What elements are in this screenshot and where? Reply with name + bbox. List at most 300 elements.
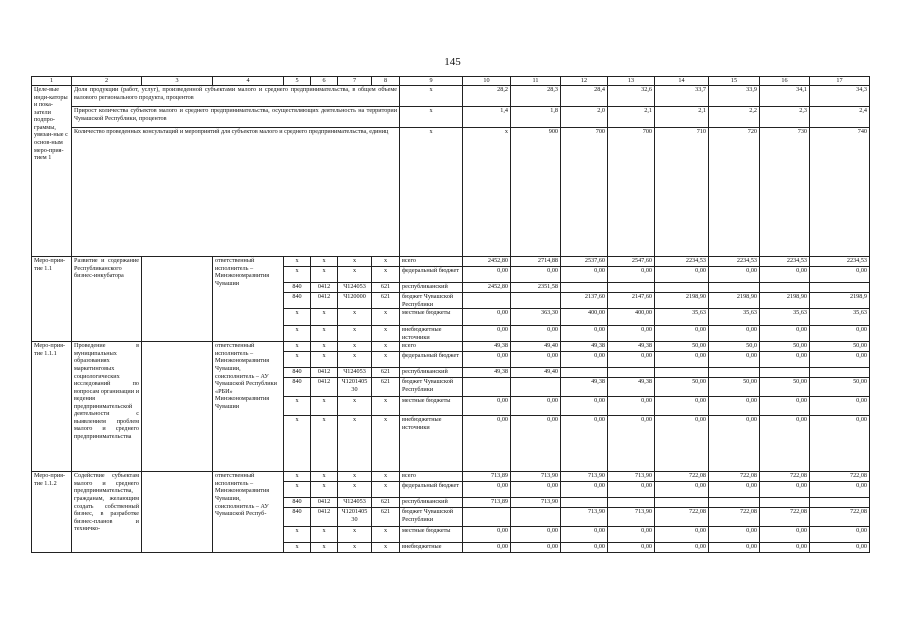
amount-value: 722,08 <box>655 472 709 482</box>
amount-value: 0,00 <box>709 352 760 368</box>
budget-code: x <box>311 257 338 267</box>
amount-value: 50,00 <box>810 378 870 397</box>
amount-value: 0,00 <box>760 416 810 472</box>
amount-value: 0,00 <box>810 267 870 283</box>
amount-value: 0,00 <box>511 543 561 553</box>
indicator-value: 730 <box>760 128 810 257</box>
amount-value: 0,00 <box>561 326 608 342</box>
budget-code: 621 <box>372 378 400 397</box>
amount-value <box>463 508 511 527</box>
budget-table <box>31 76 870 553</box>
amount-value: 0,00 <box>760 543 810 553</box>
budget-code: 0412 <box>311 498 338 508</box>
measure-row <box>32 342 870 352</box>
amount-value: 0,00 <box>810 482 870 498</box>
budget-code: 840 <box>284 283 311 293</box>
budget-code: 621 <box>372 283 400 293</box>
amount-value: 713,90 <box>561 472 608 482</box>
funding-source: местные бюджеты <box>400 309 463 326</box>
amount-value: 0,00 <box>655 352 709 368</box>
amount-value: 0,00 <box>709 267 760 283</box>
indicator-value: 28,4 <box>561 86 608 107</box>
amount-value: 0,00 <box>561 352 608 368</box>
amount-value: 50,00 <box>655 378 709 397</box>
amount-value <box>760 283 810 293</box>
amount-value: 0,00 <box>463 309 511 326</box>
amount-value: 35,63 <box>709 309 760 326</box>
indicator-value: 720 <box>709 128 760 257</box>
amount-value: 49,40 <box>511 368 561 378</box>
amount-value: 49,38 <box>561 378 608 397</box>
indicator-value: 2,0 <box>561 107 608 128</box>
budget-code: x <box>338 326 372 342</box>
budget-code: 840 <box>284 293 311 309</box>
amount-value: 713,89 <box>463 498 511 508</box>
indicator-value: x <box>400 107 463 128</box>
budget-code: 0412 <box>311 508 338 527</box>
amount-value: 0,00 <box>709 527 760 543</box>
amount-value: 50,00 <box>810 342 870 352</box>
amount-value: 0,00 <box>561 527 608 543</box>
header-cell: 14 <box>655 77 709 86</box>
budget-code: x <box>338 352 372 368</box>
amount-value <box>561 368 608 378</box>
amount-value: 50,00 <box>760 342 810 352</box>
header-cell: 15 <box>709 77 760 86</box>
budget-code: x <box>338 543 372 553</box>
funding-source: федеральный бюджет <box>400 352 463 368</box>
amount-value: 0,00 <box>608 352 655 368</box>
amount-value <box>810 283 870 293</box>
empty-cell <box>142 257 213 342</box>
amount-value: 2137,60 <box>561 293 608 309</box>
indicator-value: 2,3 <box>760 107 810 128</box>
funding-source: республиканский <box>400 498 463 508</box>
amount-value: 35,63 <box>810 309 870 326</box>
budget-code: Ч124053 <box>338 283 372 293</box>
budget-code: Ч124053 <box>338 368 372 378</box>
amount-value: 0,00 <box>561 416 608 472</box>
empty-cell <box>142 472 213 553</box>
indicator-name: Доля продукции (работ, услуг), произведенной субъектами малого и среднего предпринимательства, в общем объеме валового регионального продукта, процентов <box>72 86 400 107</box>
budget-code: x <box>372 482 400 498</box>
amount-value: 49,40 <box>511 342 561 352</box>
amount-value: 0,00 <box>463 397 511 416</box>
amount-value: 35,63 <box>655 309 709 326</box>
budget-code: x <box>338 416 372 472</box>
budget-code: 0412 <box>311 293 338 309</box>
amount-value: 722,08 <box>655 508 709 527</box>
amount-value: 0,00 <box>810 416 870 472</box>
amount-value: 713,90 <box>608 472 655 482</box>
funding-source: всего <box>400 342 463 352</box>
measure-row <box>32 472 870 482</box>
funding-source: всего <box>400 472 463 482</box>
amount-value: 722,08 <box>760 508 810 527</box>
amount-value: 0,00 <box>511 482 561 498</box>
header-cell: 13 <box>608 77 655 86</box>
amount-value <box>655 283 709 293</box>
amount-value: 0,00 <box>463 267 511 283</box>
indicator-value: 28,3 <box>511 86 561 107</box>
measure-executor: ответственный исполнитель – Минэкономразвития Чувашии, соисполнитель – АУ Чувашской Республики «РБИ» Минэкономразвития Чувашии <box>213 342 284 472</box>
budget-code: Ч1201405 30 <box>338 378 372 397</box>
budget-code: 840 <box>284 508 311 527</box>
amount-value: 0,00 <box>709 397 760 416</box>
amount-value: 49,38 <box>561 342 608 352</box>
indicator-value: 900 <box>511 128 561 257</box>
budget-code: x <box>311 342 338 352</box>
empty-cell <box>142 342 213 472</box>
amount-value: 2198,9 <box>810 293 870 309</box>
amount-value: 0,00 <box>511 527 561 543</box>
measure-label: Меро-прия-тие 1.1 <box>32 257 72 342</box>
indicator-value: 2,1 <box>608 107 655 128</box>
budget-code: 0412 <box>311 378 338 397</box>
amount-value: 0,00 <box>561 482 608 498</box>
budget-code: x <box>372 397 400 416</box>
amount-value <box>608 368 655 378</box>
amount-value: 49,38 <box>463 342 511 352</box>
indicator-name: Прирост количества субъектов малого и среднего предпринимательства, осуществляющих деятельность на территории Чувашской Республики, процентов <box>72 107 400 128</box>
budget-code: x <box>311 543 338 553</box>
budget-code: x <box>284 267 311 283</box>
amount-value: 713,89 <box>463 472 511 482</box>
amount-value: 0,00 <box>608 543 655 553</box>
amount-value: 713,90 <box>608 508 655 527</box>
indicator-value: x <box>400 86 463 107</box>
amount-value: 0,00 <box>463 543 511 553</box>
amount-value: 722,08 <box>810 472 870 482</box>
budget-code: x <box>284 527 311 543</box>
amount-value <box>760 498 810 508</box>
indicator-value: 700 <box>561 128 608 257</box>
indicator-value: 34,3 <box>810 86 870 107</box>
measure-title: Проведение в муниципальных образованиях маркетинговых социологических исследований по вопросам организации и ведения предпринимательской деятельности с выявлением проблем малого и среднего предпринимательства <box>72 342 142 472</box>
budget-code: Ч1201405 30 <box>338 508 372 527</box>
budget-code: 0412 <box>311 368 338 378</box>
indicator-value: 32,6 <box>608 86 655 107</box>
budget-code: 621 <box>372 293 400 309</box>
budget-code: x <box>311 309 338 326</box>
budget-code: 621 <box>372 508 400 527</box>
budget-code: x <box>372 543 400 553</box>
budget-code: x <box>311 352 338 368</box>
budget-code: 840 <box>284 498 311 508</box>
amount-value <box>709 368 760 378</box>
amount-value: 0,00 <box>655 543 709 553</box>
budget-code: x <box>311 416 338 472</box>
amount-value: 0,00 <box>655 527 709 543</box>
header-cell: 17 <box>810 77 870 86</box>
header-cell: 12 <box>561 77 608 86</box>
amount-value: 0,00 <box>511 267 561 283</box>
funding-source: федеральный бюджет <box>400 482 463 498</box>
amount-value <box>709 283 760 293</box>
amount-value: 0,00 <box>463 527 511 543</box>
amount-value: 0,00 <box>810 543 870 553</box>
indicator-value: x <box>463 128 511 257</box>
amount-value: 2198,90 <box>655 293 709 309</box>
funding-source: внебюджетные источники <box>400 326 463 342</box>
budget-code: x <box>284 326 311 342</box>
header-cell: 9 <box>400 77 463 86</box>
budget-code: x <box>284 342 311 352</box>
amount-value: 0,00 <box>760 352 810 368</box>
amount-value: 400,00 <box>561 309 608 326</box>
measure-label: Меро-прия-тие 1.1.2 <box>32 472 72 553</box>
amount-value: 2351,58 <box>511 283 561 293</box>
budget-code: x <box>372 472 400 482</box>
amount-value <box>608 283 655 293</box>
measure-title: Содействие субъектам малого и среднего предпринимательства, гражданам, желающим создать собственный бизнес, в разработке бизнес-планов и техничко- <box>72 472 142 553</box>
amount-value: 2714,88 <box>511 257 561 267</box>
amount-value: 0,00 <box>709 543 760 553</box>
budget-code: x <box>284 543 311 553</box>
header-cell: 16 <box>760 77 810 86</box>
budget-code: x <box>284 482 311 498</box>
indicator-value: 33,7 <box>655 86 709 107</box>
amount-value: 0,00 <box>709 326 760 342</box>
amount-value: 0,00 <box>810 527 870 543</box>
header-cell: 6 <box>311 77 338 86</box>
amount-value <box>655 368 709 378</box>
amount-value: 2198,90 <box>760 293 810 309</box>
budget-code: x <box>284 309 311 326</box>
indicator-row <box>32 86 870 107</box>
header-cell: 1 <box>32 77 72 86</box>
header-cell: 3 <box>142 77 213 86</box>
funding-source: внебюджетные <box>400 543 463 553</box>
indicators-label: Целе-вые инди-каторы и пока-затели подпро-граммы, увязан-ные с основ-ным меро-прия-тием 1 <box>32 86 72 257</box>
indicator-value: 33,9 <box>709 86 760 107</box>
amount-value: 0,00 <box>810 326 870 342</box>
amount-value: 713,90 <box>511 498 561 508</box>
budget-code: x <box>372 527 400 543</box>
indicator-value: 2,1 <box>655 107 709 128</box>
amount-value: 2452,80 <box>463 283 511 293</box>
amount-value: 50,0 <box>709 342 760 352</box>
budget-code: x <box>311 527 338 543</box>
amount-value <box>511 378 561 397</box>
budget-code: x <box>284 257 311 267</box>
amount-value: 0,00 <box>608 416 655 472</box>
amount-value: 722,08 <box>810 508 870 527</box>
amount-value: 0,00 <box>655 267 709 283</box>
measure-executor: ответственный исполнитель – Минэкономразвития Чувашии, соисполнитель – АУ Чувашской Респуб- <box>213 472 284 553</box>
budget-code: 0412 <box>311 283 338 293</box>
amount-value: 0,00 <box>511 352 561 368</box>
budget-code: 840 <box>284 368 311 378</box>
header-cell: 2 <box>72 77 142 86</box>
amount-value: 0,00 <box>511 397 561 416</box>
amount-value: 0,00 <box>561 267 608 283</box>
amount-value: 2234,53 <box>655 257 709 267</box>
amount-value: 2234,53 <box>760 257 810 267</box>
funding-source: бюджет Чувашской Республики <box>400 293 463 309</box>
amount-value: 363,30 <box>511 309 561 326</box>
measure-label: Меро-прия-тие 1.1.1 <box>32 342 72 472</box>
amount-value: 0,00 <box>709 482 760 498</box>
budget-code: x <box>372 267 400 283</box>
indicator-value: 34,1 <box>760 86 810 107</box>
budget-code: x <box>338 472 372 482</box>
indicator-value: 2,4 <box>810 107 870 128</box>
amount-value: 0,00 <box>608 527 655 543</box>
indicator-value: 700 <box>608 128 655 257</box>
funding-source: республиканский <box>400 283 463 293</box>
budget-code: x <box>338 527 372 543</box>
budget-code: x <box>284 352 311 368</box>
measure-title: Развитие и содержание Республиканского бизнес-инкубатора <box>72 257 142 342</box>
amount-value: 2198,90 <box>709 293 760 309</box>
budget-code: x <box>311 397 338 416</box>
amount-value <box>511 508 561 527</box>
funding-source: внебюджетные источники <box>400 416 463 472</box>
amount-value: 0,00 <box>810 397 870 416</box>
amount-value: 0,00 <box>760 326 810 342</box>
amount-value: 0,00 <box>655 482 709 498</box>
budget-code: x <box>372 416 400 472</box>
amount-value: 0,00 <box>561 543 608 553</box>
amount-value <box>810 368 870 378</box>
funding-source: федеральный бюджет <box>400 267 463 283</box>
budget-code: x <box>311 472 338 482</box>
amount-value: 0,00 <box>655 326 709 342</box>
amount-value <box>760 368 810 378</box>
header-cell: 10 <box>463 77 511 86</box>
amount-value: 2537,60 <box>561 257 608 267</box>
amount-value: 0,00 <box>760 267 810 283</box>
budget-code: x <box>284 472 311 482</box>
indicator-value: 710 <box>655 128 709 257</box>
amount-value: 0,00 <box>760 397 810 416</box>
amount-value <box>561 283 608 293</box>
indicator-value: 740 <box>810 128 870 257</box>
amount-value: 0,00 <box>709 416 760 472</box>
header-cell: 4 <box>213 77 284 86</box>
amount-value: 0,00 <box>463 326 511 342</box>
amount-value: 0,00 <box>511 326 561 342</box>
amount-value <box>463 378 511 397</box>
budget-code: 840 <box>284 378 311 397</box>
header-cell: 8 <box>372 77 400 86</box>
budget-code: 621 <box>372 368 400 378</box>
amount-value <box>709 498 760 508</box>
amount-value: 2147,60 <box>608 293 655 309</box>
amount-value: 0,00 <box>608 397 655 416</box>
amount-value <box>511 293 561 309</box>
funding-source: республиканский <box>400 368 463 378</box>
amount-value <box>810 498 870 508</box>
amount-value: 0,00 <box>463 482 511 498</box>
indicator-name: Количество проведенных консультаций и мероприятий для субъектов малого и среднего предпринимательства, единиц <box>72 128 400 257</box>
header-row <box>32 77 870 86</box>
amount-value: 0,00 <box>608 267 655 283</box>
amount-value <box>561 498 608 508</box>
amount-value: 0,00 <box>760 482 810 498</box>
funding-source: всего <box>400 257 463 267</box>
budget-code: x <box>372 326 400 342</box>
amount-value: 0,00 <box>810 352 870 368</box>
measure-row <box>32 257 870 267</box>
amount-value: 0,00 <box>511 416 561 472</box>
amount-value: 0,00 <box>561 397 608 416</box>
indicator-row <box>32 128 870 257</box>
budget-code: x <box>311 326 338 342</box>
header-cell: 7 <box>338 77 372 86</box>
header-cell: 5 <box>284 77 311 86</box>
budget-code: Ч120000 <box>338 293 372 309</box>
budget-code: x <box>311 267 338 283</box>
amount-value <box>655 498 709 508</box>
amount-value: 49,38 <box>608 342 655 352</box>
amount-value: 0,00 <box>608 326 655 342</box>
budget-code: x <box>338 397 372 416</box>
amount-value: 0,00 <box>608 482 655 498</box>
amount-value: 0,00 <box>655 397 709 416</box>
amount-value: 49,38 <box>463 368 511 378</box>
amount-value: 722,08 <box>709 472 760 482</box>
budget-code: x <box>284 416 311 472</box>
amount-value: 50,00 <box>760 378 810 397</box>
amount-value <box>608 498 655 508</box>
indicator-row <box>32 107 870 128</box>
budget-code: x <box>284 397 311 416</box>
budget-code: x <box>372 257 400 267</box>
indicator-value: 1,8 <box>511 107 561 128</box>
budget-code: x <box>338 257 372 267</box>
amount-value: 400,00 <box>608 309 655 326</box>
funding-source: местные бюджеты <box>400 527 463 543</box>
indicator-value: 28,2 <box>463 86 511 107</box>
amount-value: 35,63 <box>760 309 810 326</box>
amount-value: 50,00 <box>709 378 760 397</box>
budget-code: x <box>338 267 372 283</box>
measure-executor: ответственный исполнитель – Минэкономразвития Чувашии <box>213 257 284 342</box>
amount-value: 50,00 <box>655 342 709 352</box>
header-cell: 11 <box>511 77 561 86</box>
funding-source: бюджет Чувашской Республики <box>400 378 463 397</box>
budget-code: 621 <box>372 498 400 508</box>
amount-value: 722,08 <box>760 472 810 482</box>
amount-value: 0,00 <box>760 527 810 543</box>
funding-source: бюджет Чувашской Республики <box>400 508 463 527</box>
budget-code: x <box>372 309 400 326</box>
budget-code: x <box>338 342 372 352</box>
budget-code: Ч124053 <box>338 498 372 508</box>
amount-value: 713,90 <box>511 472 561 482</box>
amount-value: 2547,60 <box>608 257 655 267</box>
amount-value: 0,00 <box>655 416 709 472</box>
budget-code: x <box>311 482 338 498</box>
budget-code: x <box>338 309 372 326</box>
amount-value: 722,08 <box>709 508 760 527</box>
amount-value: 49,38 <box>608 378 655 397</box>
amount-value <box>463 293 511 309</box>
amount-value: 2234,53 <box>810 257 870 267</box>
amount-value: 0,00 <box>463 352 511 368</box>
amount-value: 713,90 <box>561 508 608 527</box>
budget-code: x <box>338 482 372 498</box>
page-number: 145 <box>444 56 461 68</box>
indicator-value: 2,2 <box>709 107 760 128</box>
indicator-value: x <box>400 128 463 257</box>
amount-value: 0,00 <box>463 416 511 472</box>
funding-source: местные бюджеты <box>400 397 463 416</box>
budget-code: x <box>372 352 400 368</box>
indicator-value: 1,4 <box>463 107 511 128</box>
